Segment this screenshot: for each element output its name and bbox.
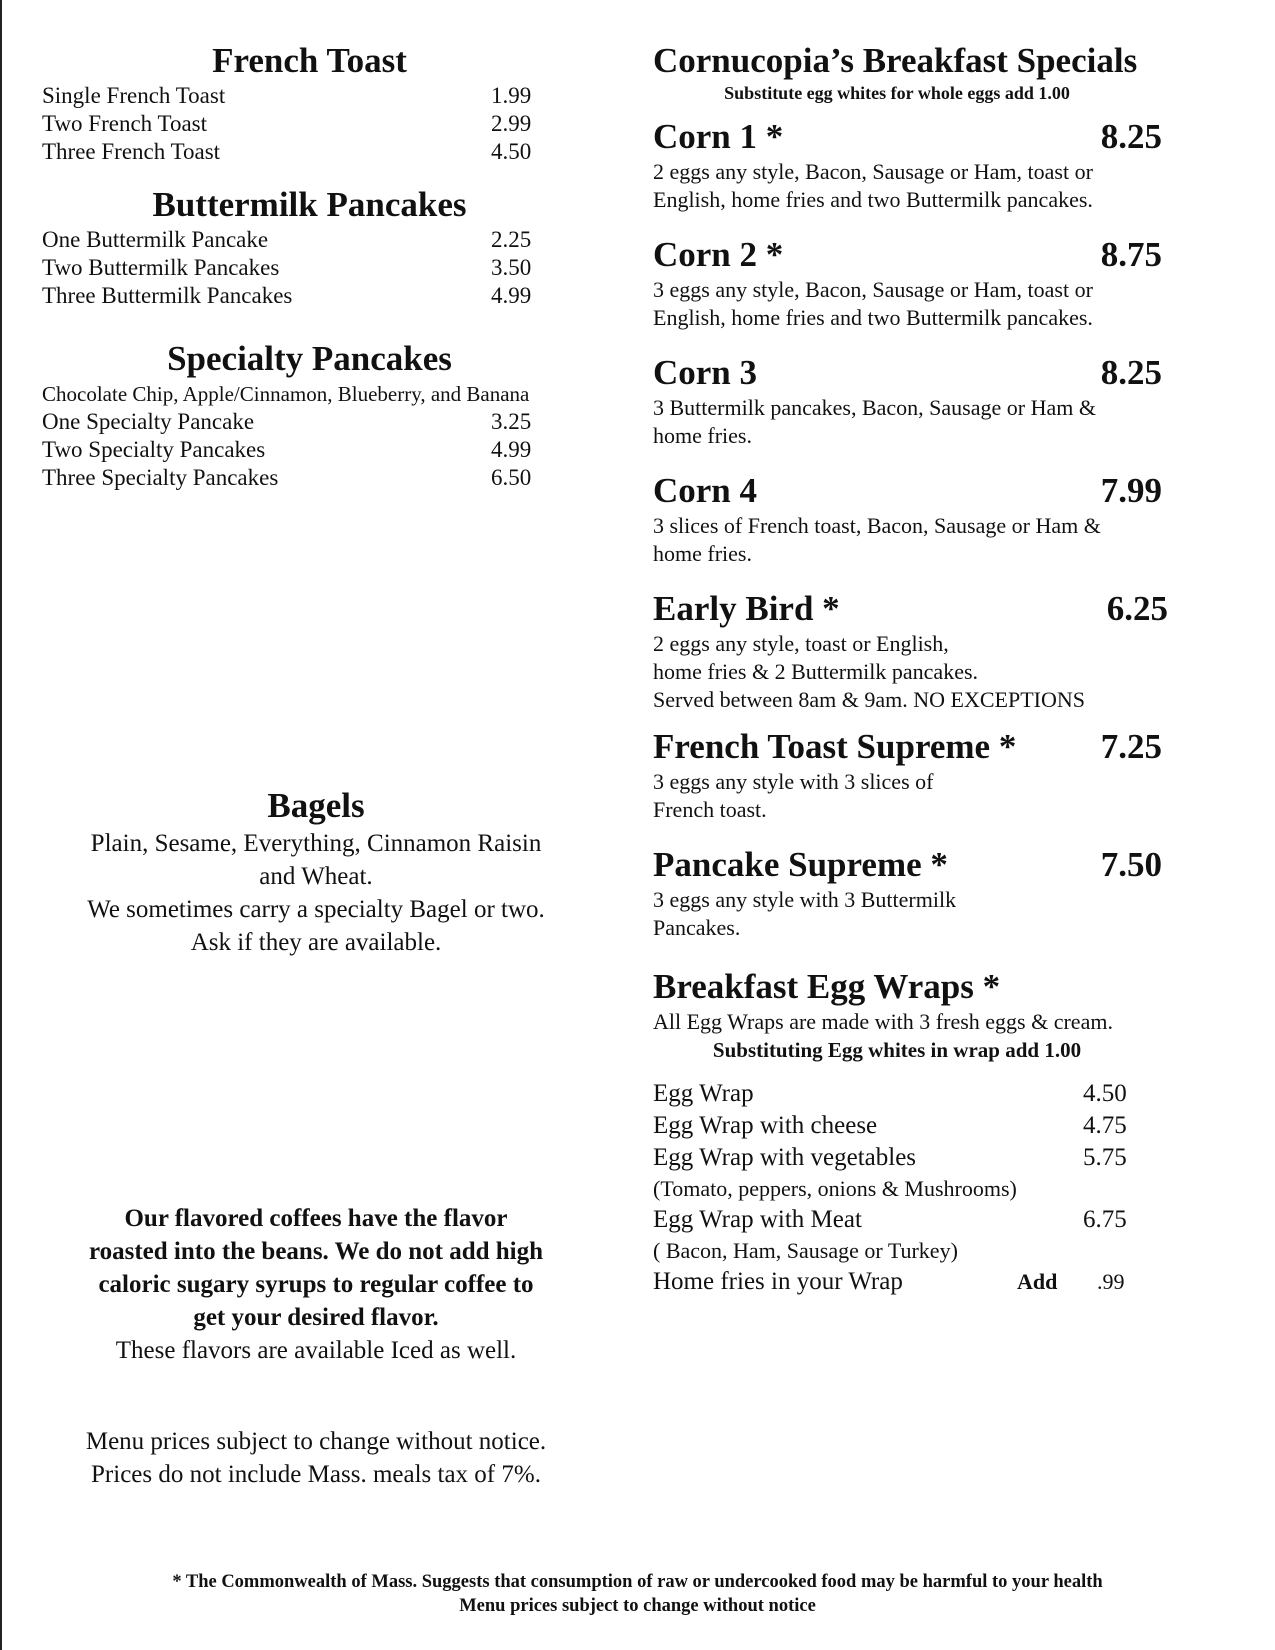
french-toast-title: French Toast [212,41,407,80]
menu-row [42,254,577,282]
item-price: 3.50 [491,255,532,280]
special-desc-line: home fries & 2 Buttermilk pancakes. [653,659,979,684]
special-desc-line: home fries. [653,541,752,566]
wrap-price: 4.50 [1083,1080,1127,1107]
wraps-egg-white-note: Substituting Egg whites in wrap add 1.00 [712,1038,1082,1062]
special-name: Pancake Supreme * [653,845,948,884]
special-heading [653,588,1178,630]
bagels-line: and Wheat. [259,863,373,890]
wrap-name: Egg Wrap with Meat [653,1206,862,1233]
wrap-name: Home fries in your Wrap [653,1268,903,1295]
special-price: 7.99 [1100,471,1162,510]
special-heading [653,726,1178,768]
bagels-title: Bagels [267,786,365,825]
wrap-price: .99 [1097,1269,1125,1294]
menu-row [42,408,577,436]
item-price: 4.50 [491,139,532,164]
wrap-name: Egg Wrap with cheese [653,1112,878,1139]
menu-row [42,226,577,254]
bagels-text [36,827,596,959]
menu-row [42,464,577,492]
wrap-price: 5.75 [1083,1144,1127,1171]
special-heading [653,352,1178,394]
item-name: Two French Toast [42,111,207,136]
item-name: Three French Toast [42,139,221,164]
special-desc-line: French toast. [653,797,767,822]
wrap-row [653,1266,1143,1298]
special-item [653,588,1178,714]
wrap-name: Egg Wrap [653,1080,754,1107]
special-desc-line: English, home fries and two Buttermilk pancakes. [653,187,1093,212]
special-desc-line: 2 eggs any style, Bacon, Sausage or Ham, toast or [653,159,1093,184]
menu-row [42,82,577,110]
special-price: 8.75 [1100,235,1162,274]
special-desc-line: home fries. [653,423,752,448]
item-price: 2.25 [491,227,532,252]
special-price: 6.25 [1106,589,1168,628]
special-item [653,470,1178,568]
special-price: 8.25 [1100,353,1162,392]
special-heading [653,116,1178,158]
special-item [653,234,1178,332]
wrap-add-label: Add [1017,1269,1058,1294]
special-desc-line: 3 eggs any style, Bacon, Sausage or Ham, toast or [653,277,1093,302]
special-desc-line: Pancakes. [653,915,741,940]
special-desc-line: 3 eggs any style with 3 Buttermilk [653,887,957,912]
special-heading [653,844,1178,886]
wrap-sub-note: (Tomato, peppers, onions & Mushrooms) [653,1176,1017,1201]
wraps-section [653,966,1178,1298]
wrap-price: 6.75 [1083,1206,1127,1233]
notice-line: Menu prices subject to change without notice. [85,1428,547,1455]
menu-row [42,436,577,464]
left-column [42,40,577,1488]
special-heading [653,234,1178,276]
notice-line: Prices do not include Mass. meals tax of 7%. [91,1461,541,1488]
bagels-line: We sometimes carry a specialty Bagel or two. [87,896,545,923]
menu-row [42,282,577,310]
coffee-iced-line: These flavors are available Iced as well. [115,1337,517,1364]
special-name: French Toast Supreme * [653,727,1017,766]
special-item [653,844,1178,942]
special-name: Corn 4 [653,471,758,510]
specials-title: Cornucopia’s Breakfast Specials [653,41,1138,80]
special-price: 8.25 [1100,117,1162,156]
wrap-row [653,1204,1143,1236]
footer [0,1570,1275,1618]
item-price: 2.99 [491,111,532,136]
special-name: Corn 1 * [653,117,784,156]
coffee-note [42,1202,590,1367]
wrap-row [653,1078,1143,1110]
special-desc-line: 3 Buttermilk pancakes, Bacon, Sausage or Ham & [653,395,1096,420]
wrap-row [653,1110,1143,1142]
wrap-row [653,1142,1143,1174]
bagels-section [36,785,596,959]
item-price: 4.99 [491,437,532,462]
coffee-bold-text [42,1202,590,1334]
item-price: 4.99 [491,283,532,308]
french-toast-section [42,40,577,166]
item-name: Two Specialty Pancakes [42,437,266,462]
bagels-line: Plain, Sesame, Everything, Cinnamon Raisin [90,830,542,857]
coffee-line: caloric sugary syrups to regular coffee to [98,1271,534,1298]
special-name: Early Bird * [653,589,840,628]
special-item [653,726,1178,824]
item-name: Single French Toast [42,83,226,108]
special-name: Corn 2 * [653,235,784,274]
specialty-section [42,338,577,492]
item-name: One Buttermilk Pancake [42,227,269,252]
special-desc-line: 3 slices of French toast, Bacon, Sausage or Ham & [653,513,1101,538]
special-desc-line: 2 eggs any style, toast or English, [653,631,949,656]
buttermilk-title: Buttermilk Pancakes [152,185,467,224]
special-name: Corn 3 [653,353,758,392]
special-price: 7.25 [1100,727,1162,766]
item-name: One Specialty Pancake [42,409,255,434]
special-desc-line: 3 eggs any style with 3 slices of [653,769,934,794]
item-name: Two Buttermilk Pancakes [42,255,280,280]
special-price: 7.50 [1100,845,1162,884]
buttermilk-section [42,184,577,310]
item-price: 3.25 [491,409,532,434]
coffee-line: get your desired flavor. [193,1304,439,1331]
item-name: Three Specialty Pancakes [42,465,279,490]
price-notice [42,1425,590,1491]
wraps-list [653,1078,1143,1298]
item-price: 6.50 [491,465,532,490]
specialty-flavors: Chocolate Chip, Apple/Cinnamon, Blueberry, and Banana [42,382,530,406]
price-change-notice: Menu prices subject to change without notice [459,1596,816,1616]
coffee-line: roasted into the beans. We do not add high [88,1238,544,1265]
bagels-line: Ask if they are available. [190,929,442,956]
specialty-title: Specialty Pancakes [167,339,452,378]
menu-row [42,138,577,166]
specials-subtitle: Substitute egg whites for whole eggs add 1.00 [724,83,1070,103]
item-price: 1.99 [491,83,532,108]
page-edge [0,0,2,1650]
special-desc-line: English, home fries and two Buttermilk pancakes. [653,305,1093,330]
coffee-line: Our flavored coffees have the flavor [124,1205,508,1232]
special-item [653,352,1178,450]
wrap-sub-note: ( Bacon, Ham, Sausage or Turkey) [653,1238,958,1263]
wraps-note: All Egg Wraps are made with 3 fresh eggs & cream. [653,1009,1113,1034]
item-name: Three Buttermilk Pancakes [42,283,293,308]
special-heading [653,470,1178,512]
wrap-price: 4.75 [1083,1112,1127,1139]
menu-row [42,110,577,138]
health-warning: * The Commonwealth of Mass. Suggests that consumption of raw or undercooked food may be harmful to your health [172,1572,1103,1592]
special-item [653,116,1178,214]
wrap-name: Egg Wrap with vegetables [653,1144,917,1171]
right-column [653,40,1178,1298]
special-desc-line: Served between 8am & 9am. NO EXCEPTIONS [653,687,1085,712]
wraps-title: Breakfast Egg Wraps * [653,967,1001,1006]
